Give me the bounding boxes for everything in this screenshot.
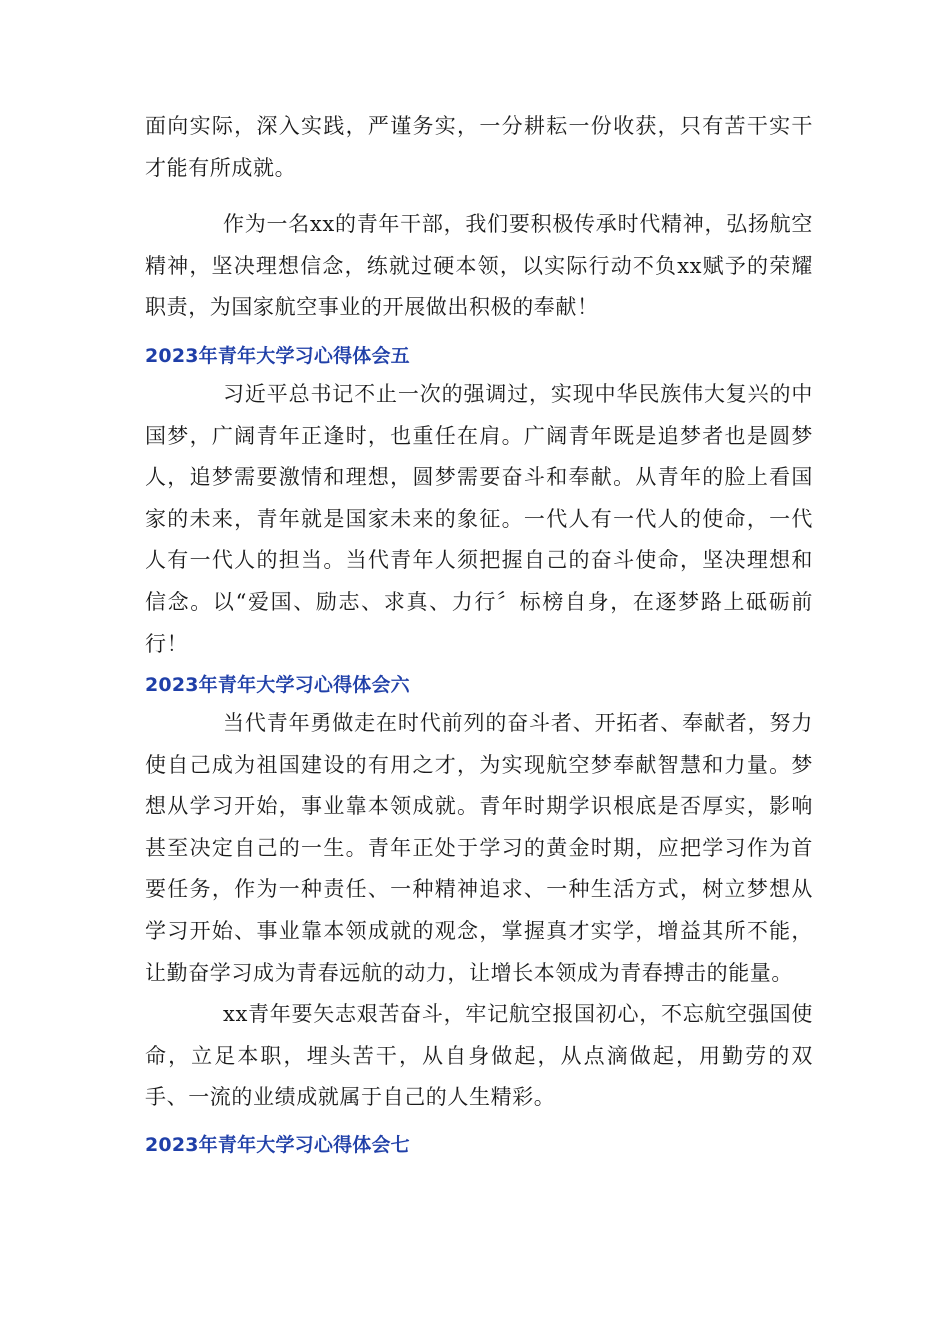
section-heading-5: 2023年青年大学习心得体会五 — [145, 345, 410, 367]
body-paragraph-2: 作为一名xx的青年干部，我们要积极传承时代精神，弘扬航空精神，坚决理想信念，练就过硬本领，以实际行动不负xx赋予的荣耀职责，为国家航空事业的开展做出积极的奉献！ — [145, 212, 813, 320]
section-heading-7: 2023年青年大学习心得体会七 — [145, 1134, 410, 1156]
section-heading-6: 2023年青年大学习心得体会六 — [145, 674, 410, 696]
body-paragraph-3: 习近平总书记不止一次的强调过，实现中华民族伟大复兴的中国梦，广阔青年正逢时，也重任在肩。广阔青年既是追梦者也是圆梦人，追梦需要激情和理想，圆梦需要奋斗和奉献。从青年的脸上看国家的未来，青年就是国家未来的象征。一代人有一代人的使命，一代人有一代人的担当。当代青年人须把握自己的奋斗使命，坚决理想和信念。以“爱国、励志、求真、力行〞标榜自身，在逐梦路上砥砺前行！ — [145, 382, 813, 656]
body-paragraph-5: xx青年要矢志艰苦奋斗，牢记航空报国初心，不忘航空强国使命，立足本职，埋头苦干，从自身做起，从点滴做起，用勤劳的双手、一流的业绩成就属于自己的人生精彩。 — [145, 1002, 813, 1110]
body-paragraph-4: 当代青年勇做走在时代前列的奋斗者、开拓者、奉献者，努力使自己成为祖国建设的有用之才，为实现航空梦奉献智慧和力量。梦想从学习开始，事业靠本领成就。青年时期学识根底是否厚实，影响甚至决定自己的一生。青年正处于学习的黄金时期，应把学习作为首要任务，作为一种责任、一种精神追求、一种生活方式，树立梦想从学习开始、事业靠本领成就的观念，掌握真才实学，增益其所不能，让勤奋学习成为青春远航的动力，让增长本领成为青春搏击的能量。 — [145, 711, 813, 985]
body-paragraph-1: 面向实际，深入实践，严谨务实，一分耕耘一份收获，只有苦干实干才能有所成就。 — [145, 114, 813, 180]
